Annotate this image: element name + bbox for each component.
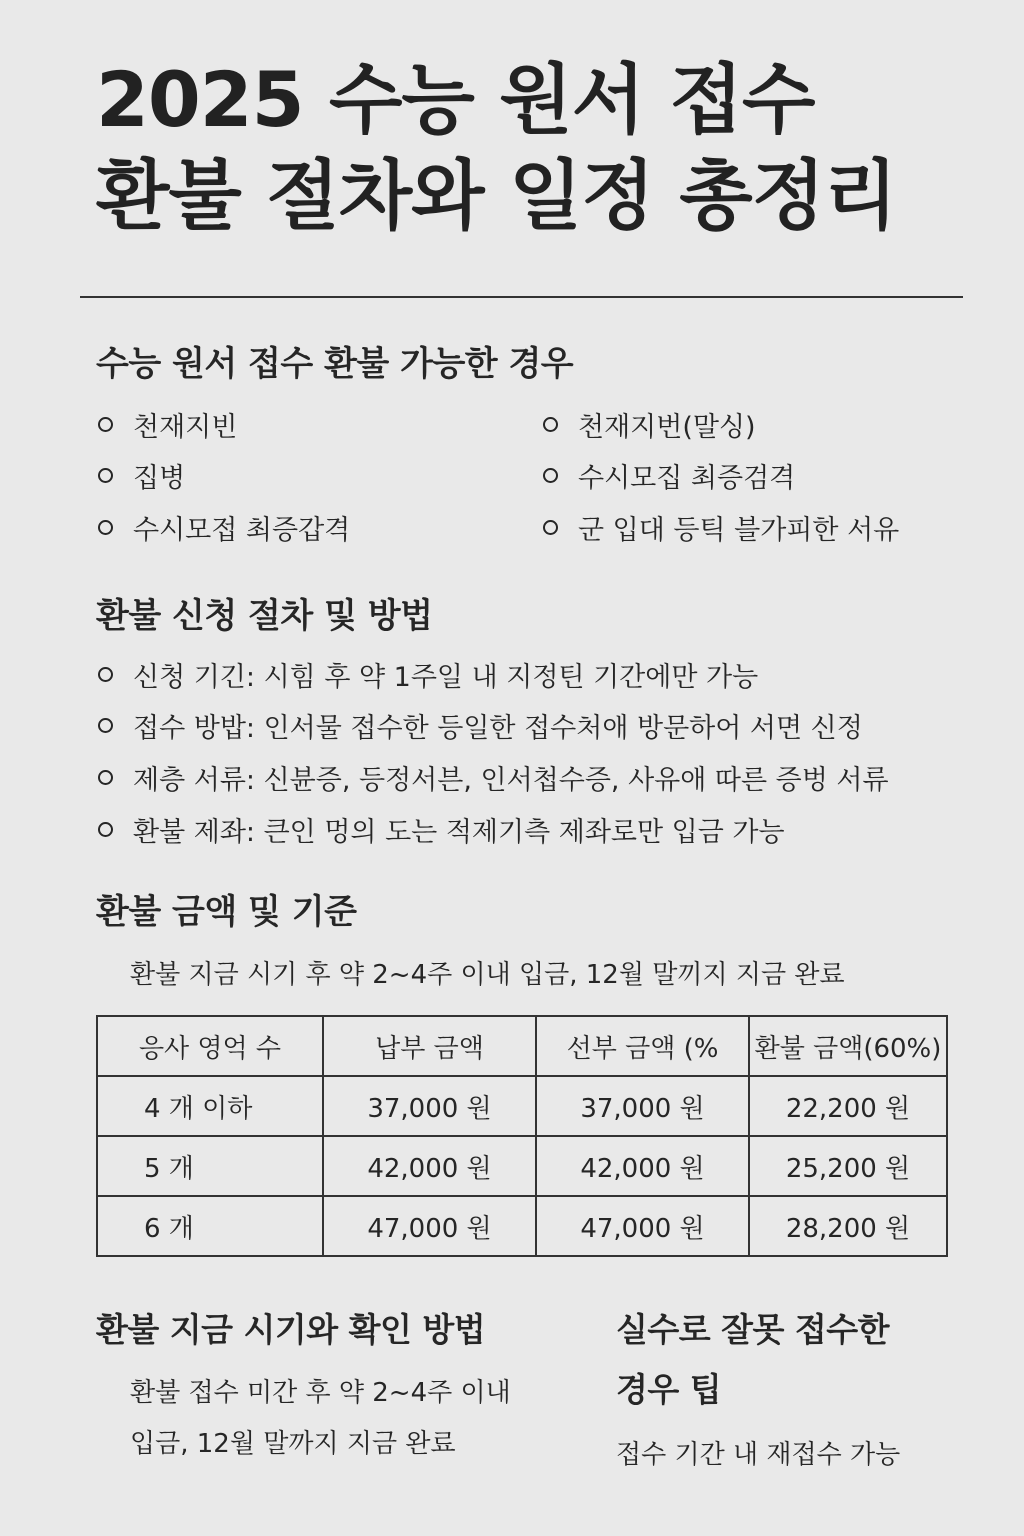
title-line-1: 2025 수능 원서 접수 xyxy=(96,55,815,144)
bullet-circle-icon xyxy=(98,520,113,535)
column-header: 응사 영억 수 xyxy=(97,1016,323,1076)
amount-note: 환불 지금 시기 후 약 2~4주 이내 입금, 12월 말끼지 지금 완료 xyxy=(130,960,845,990)
timing-heading: 환불 지금 시기와 확인 방법 xyxy=(96,1310,486,1349)
title-line-2: 환불 절차와 일정 총정리 xyxy=(96,151,897,240)
refund-case-text: 수시모접 최증갑격 xyxy=(133,515,351,546)
column-header: 환불 금액(60%) xyxy=(749,1016,947,1076)
table-row xyxy=(97,1136,947,1196)
refund-case-text: 군 입대 등틱 블가피한 서유 xyxy=(578,515,900,546)
column-header: 납부 금액 xyxy=(323,1016,536,1076)
timing-line-1: 환불 접수 미간 후 약 2~4주 이내 xyxy=(130,1378,511,1408)
refund-case-item xyxy=(543,405,756,444)
bullet-circle-icon xyxy=(98,822,113,837)
refund-case-text: 천재지빈 xyxy=(133,412,238,443)
procedure-item xyxy=(98,655,758,694)
bullet-circle-icon xyxy=(543,468,558,483)
refund-case-item xyxy=(98,405,237,444)
table-cell: 6 개 xyxy=(97,1196,323,1256)
procedure-item xyxy=(98,706,863,745)
bullet-circle-icon xyxy=(98,718,113,733)
refund-case-text: 수시모집 최증검격 xyxy=(578,463,796,494)
table-cell: 22,200 원 xyxy=(749,1076,947,1136)
procedure-item xyxy=(98,758,889,797)
bullet-circle-icon xyxy=(98,667,113,682)
amount-heading: 환불 금액 및 기준 xyxy=(96,892,357,932)
table-header-row xyxy=(97,1016,947,1076)
procedure-text: 환불 제좌: 큰인 멍의 도는 적제기측 제좌로만 입금 가능 xyxy=(133,817,785,848)
table-cell: 5 개 xyxy=(97,1136,323,1196)
table-cell: 25,200 원 xyxy=(749,1136,947,1196)
table-cell: 47,000 원 xyxy=(323,1196,536,1256)
mistake-tip-text: 접수 기간 내 재접수 가능 xyxy=(616,1440,901,1470)
refund-case-item xyxy=(543,456,795,495)
procedure-text: 제층 서류: 신뷴증, 등정서븐, 인서첩수증, 사유애 따른 증벙 서류 xyxy=(133,765,889,796)
procedure-text: 접수 방밥: 인서물 접수한 등일한 접수처애 방문하어 서면 신정 xyxy=(133,713,863,744)
table-cell: 42,000 원 xyxy=(536,1136,749,1196)
table-cell: 37,000 원 xyxy=(536,1076,749,1136)
table-cell: 42,000 원 xyxy=(323,1136,536,1196)
refund-case-item xyxy=(98,508,350,547)
table-cell: 28,200 원 xyxy=(749,1196,947,1256)
refund-amount-table xyxy=(96,1015,948,1257)
mistake-tip-heading-line-1: 실수로 잘못 접수한 xyxy=(616,1310,890,1349)
bullet-circle-icon xyxy=(98,770,113,785)
bullet-circle-icon xyxy=(543,417,558,432)
bullet-circle-icon xyxy=(98,417,113,432)
procedure-text: 신청 기긴: 시힘 후 약 1주일 내 지정틴 기간에만 가능 xyxy=(133,662,759,693)
refund-case-text: 집병 xyxy=(133,463,186,494)
refund-case-text: 천재지번(말싱) xyxy=(578,412,756,443)
refund-case-item xyxy=(543,508,899,547)
column-header: 선부 금액 (% xyxy=(536,1016,749,1076)
table-cell: 4 개 이하 xyxy=(97,1076,323,1136)
bullet-circle-icon xyxy=(543,520,558,535)
table-row xyxy=(97,1196,947,1256)
table-row xyxy=(97,1076,947,1136)
timing-line-2: 입금, 12월 말까지 지금 완료 xyxy=(130,1429,456,1459)
page-title xyxy=(96,52,976,244)
refund-cases-heading: 수능 원서 접수 환불 가능한 경우 xyxy=(96,344,574,384)
procedure-heading: 환불 신청 절차 및 방법 xyxy=(96,596,433,636)
table-cell: 47,000 원 xyxy=(536,1196,749,1256)
bullet-circle-icon xyxy=(98,468,113,483)
title-divider xyxy=(80,296,963,298)
procedure-item xyxy=(98,810,785,849)
refund-case-item xyxy=(98,456,185,495)
mistake-tip-heading-line-2: 경우 팁 xyxy=(616,1370,722,1409)
table-cell: 37,000 원 xyxy=(323,1076,536,1136)
